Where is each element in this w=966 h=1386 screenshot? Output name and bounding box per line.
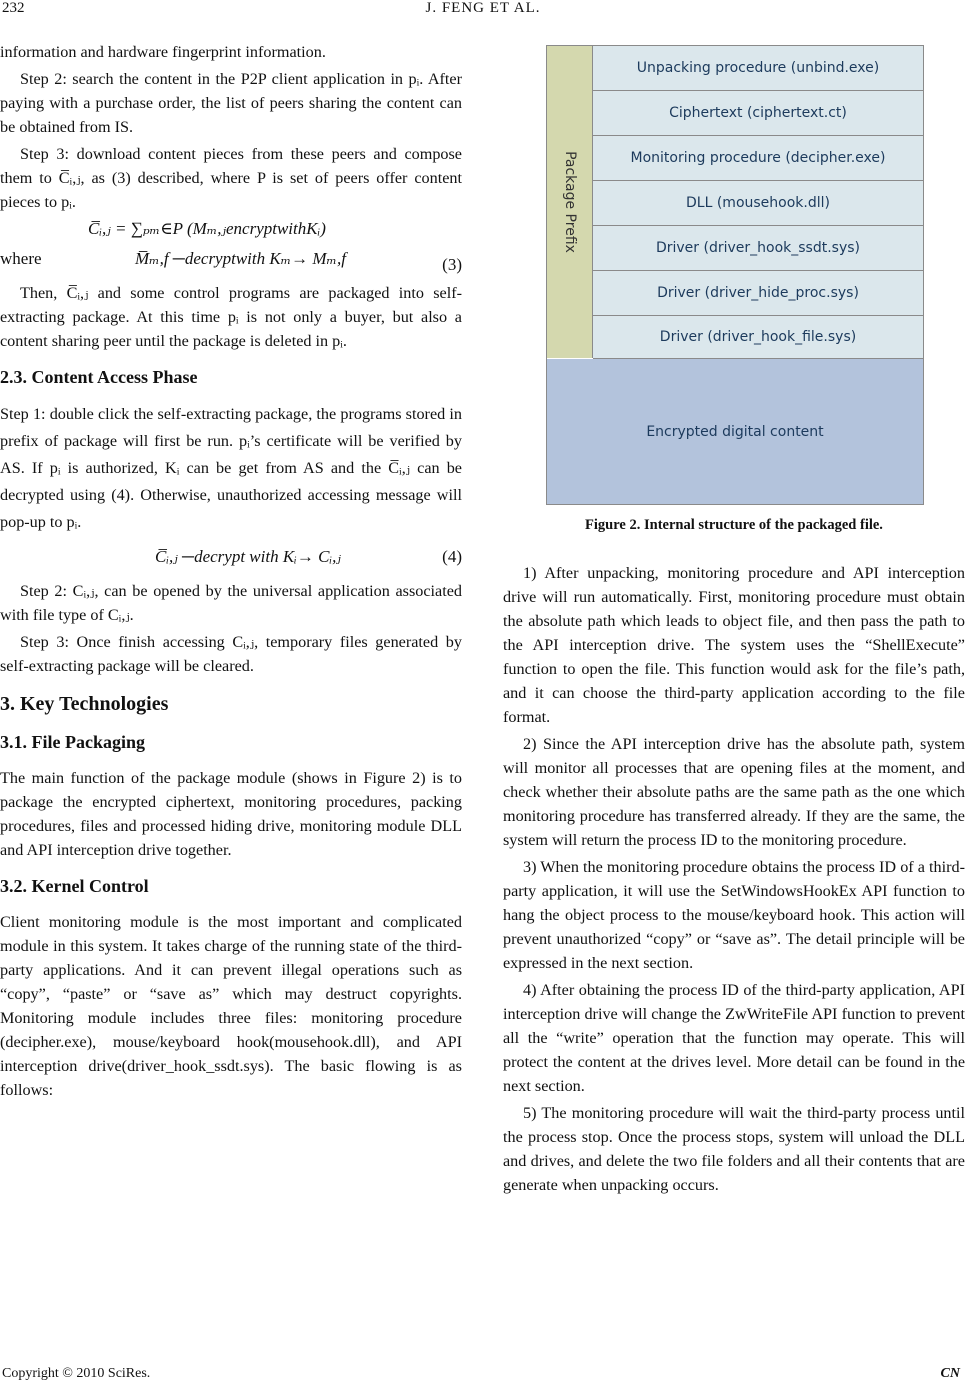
copyright: Copyright © 2010 SciRes.: [2, 1366, 151, 1381]
figure-row: Driver (driver_hook_file.sys): [593, 316, 923, 359]
paragraph: 5) The monitoring procedure will wait the third-party process until the process stop. Once the process stops, system will unload the DLL and drives, and delete the two file folders and all their contents that are generate when unpacking occurs.: [503, 1104, 965, 1194]
section-heading: 2.3. Content Access Phase: [0, 367, 198, 387]
subsection-heading: 3.2. Kernel Control: [0, 876, 149, 896]
figure-row: Driver (driver_hide_proc.sys): [593, 271, 923, 316]
paragraph: The main function of the package module (shows in Figure 2) is to package the encrypted ciphertext, monitoring procedures, packing procedures, files and processed hiding drive, monitoring module DLL and API interception drive together.: [0, 769, 462, 859]
running-title: J. FENG ET AL.: [425, 0, 541, 16]
equation-number: (3): [442, 255, 462, 274]
equation-4: [0, 539, 462, 579]
paragraph: 3) When the monitoring procedure obtains the process ID of a third-party application, it will use the SetWindowsHookEx API function to hang the object process to the mouse/keyboard hook. This action will prevent unauthorized “copy” or “save as”. The detail principle will be expressed in the next section.: [503, 858, 965, 972]
encrypted-content-block: Encrypted digital content: [547, 359, 923, 504]
paragraph: Step 2: search the content in the P2P client application in pᵢ. After paying with a purchase order, the list of peers sharing the content can be obtained from IS.: [0, 70, 462, 136]
equation-3-line1: C̅ᵢ,ⱼ = ∑ₚₘ∈P (Mₘ,ⱼencryptwithKᵢ): [88, 219, 326, 238]
paragraph: Client monitoring module is the most important and complicated module in this system. It takes charge of the running state of the third-party applications. And it can prevent illegal operations such as “copy”, “paste” or “save as” which may destruct copyrights. Monitoring module includes three files: monitoring procedure (decipher.exe), mouse/keyboard hook(mousehook.dll), and API interception drive(driver_hook_ssdt.sys). The basic flowing is as follows:: [0, 913, 462, 1099]
figure-caption: Figure 2. Internal structure of the packaged file.: [585, 517, 883, 533]
paragraph: 2) Since the API interception drive has the absolute path, system will monitor all processes that are opening files at the moment, and check whether their absolute paths are the same path as the one which monitoring procedure has transferred already. If they are the same, the system will return the process ID to the monitoring procedure.: [503, 735, 965, 849]
figure-row: Ciphertext (ciphertext.ct): [593, 91, 923, 136]
equation-3-line2: [0, 247, 462, 281]
paragraph: Step 3: Once finish accessing Cᵢ,ⱼ, temporary files generated by self-extracting package will be cleared.: [0, 633, 462, 675]
right-column: [503, 561, 965, 1200]
paragraph: information and hardware fingerprint information.: [0, 43, 326, 61]
figure-row: Monitoring procedure (decipher.exe): [593, 136, 923, 181]
paragraph: Step 2: Cᵢ,ⱼ, can be opened by the universal application associated with file type of Cᵢ,ⱼ.: [0, 582, 462, 624]
package-prefix-label: Package Prefix: [561, 151, 578, 253]
subsection-heading: 3.1. File Packaging: [0, 732, 145, 752]
paragraph: Step 3: download content pieces from these peers and compose them to C̅ᵢ,ⱼ, as (3) described, where P is set of peers offer content pieces to pᵢ.: [0, 145, 462, 211]
figure-row: Unpacking procedure (unbind.exe): [593, 46, 923, 91]
paragraph: 4) After obtaining the process ID of the third-party application, API interception drive will change the ZwWriteFile API function to prevent all the “write” operation that the function may operate. This will protect the content at the drives level. More detail can be found in the next section.: [503, 981, 965, 1095]
equation-3-mapping: M̅ₘ,f ─decryptwith Kₘ→ Mₘ,f: [135, 249, 346, 268]
page-number: 232: [2, 0, 25, 16]
figure-row: DLL (mousehook.dll): [593, 181, 923, 226]
figure-2-diagram: [546, 45, 924, 505]
left-column: [0, 40, 462, 1105]
figure-row: Driver (driver_hook_ssdt.sys): [593, 226, 923, 271]
paragraph: Then, C̅ᵢ,ⱼ and some control programs are packaged into self-extracting package. At this time pᵢ is not only a buyer, but also a content sharing peer until the package is deleted in pᵢ.: [0, 284, 462, 350]
package-prefix-bar: [547, 46, 593, 358]
section-heading: 3. Key Technologies: [0, 693, 169, 715]
equation-4-body: C̅ᵢ,ⱼ ─decrypt with Kᵢ→ Cᵢ,ⱼ: [155, 547, 341, 566]
equation-number: (4): [442, 547, 462, 566]
journal-code: CN: [940, 1366, 960, 1381]
where-label: where: [0, 249, 42, 268]
paragraph: Step 1: double click the self-extracting package, the programs stored in prefix of package will first be run. pᵢ’s certificate will be verified by AS. If pᵢ is authorized, Kᵢ can be get from AS and the C̅ᵢ,ⱼ can be decrypted using (4). Otherwise, unauthorized accessing message will pop-up to pᵢ.: [0, 405, 462, 531]
paragraph: 1) After unpacking, monitoring procedure and API interception drive will run automatically. First, monitoring procedure must obtain the absolute path which leads to object file, and then pass the path to the API interception drive. The system uses the “ShellExecute” function to open the file. This function would ask for the file’s path, and it can choose the third-party application according to the file format.: [503, 564, 965, 726]
